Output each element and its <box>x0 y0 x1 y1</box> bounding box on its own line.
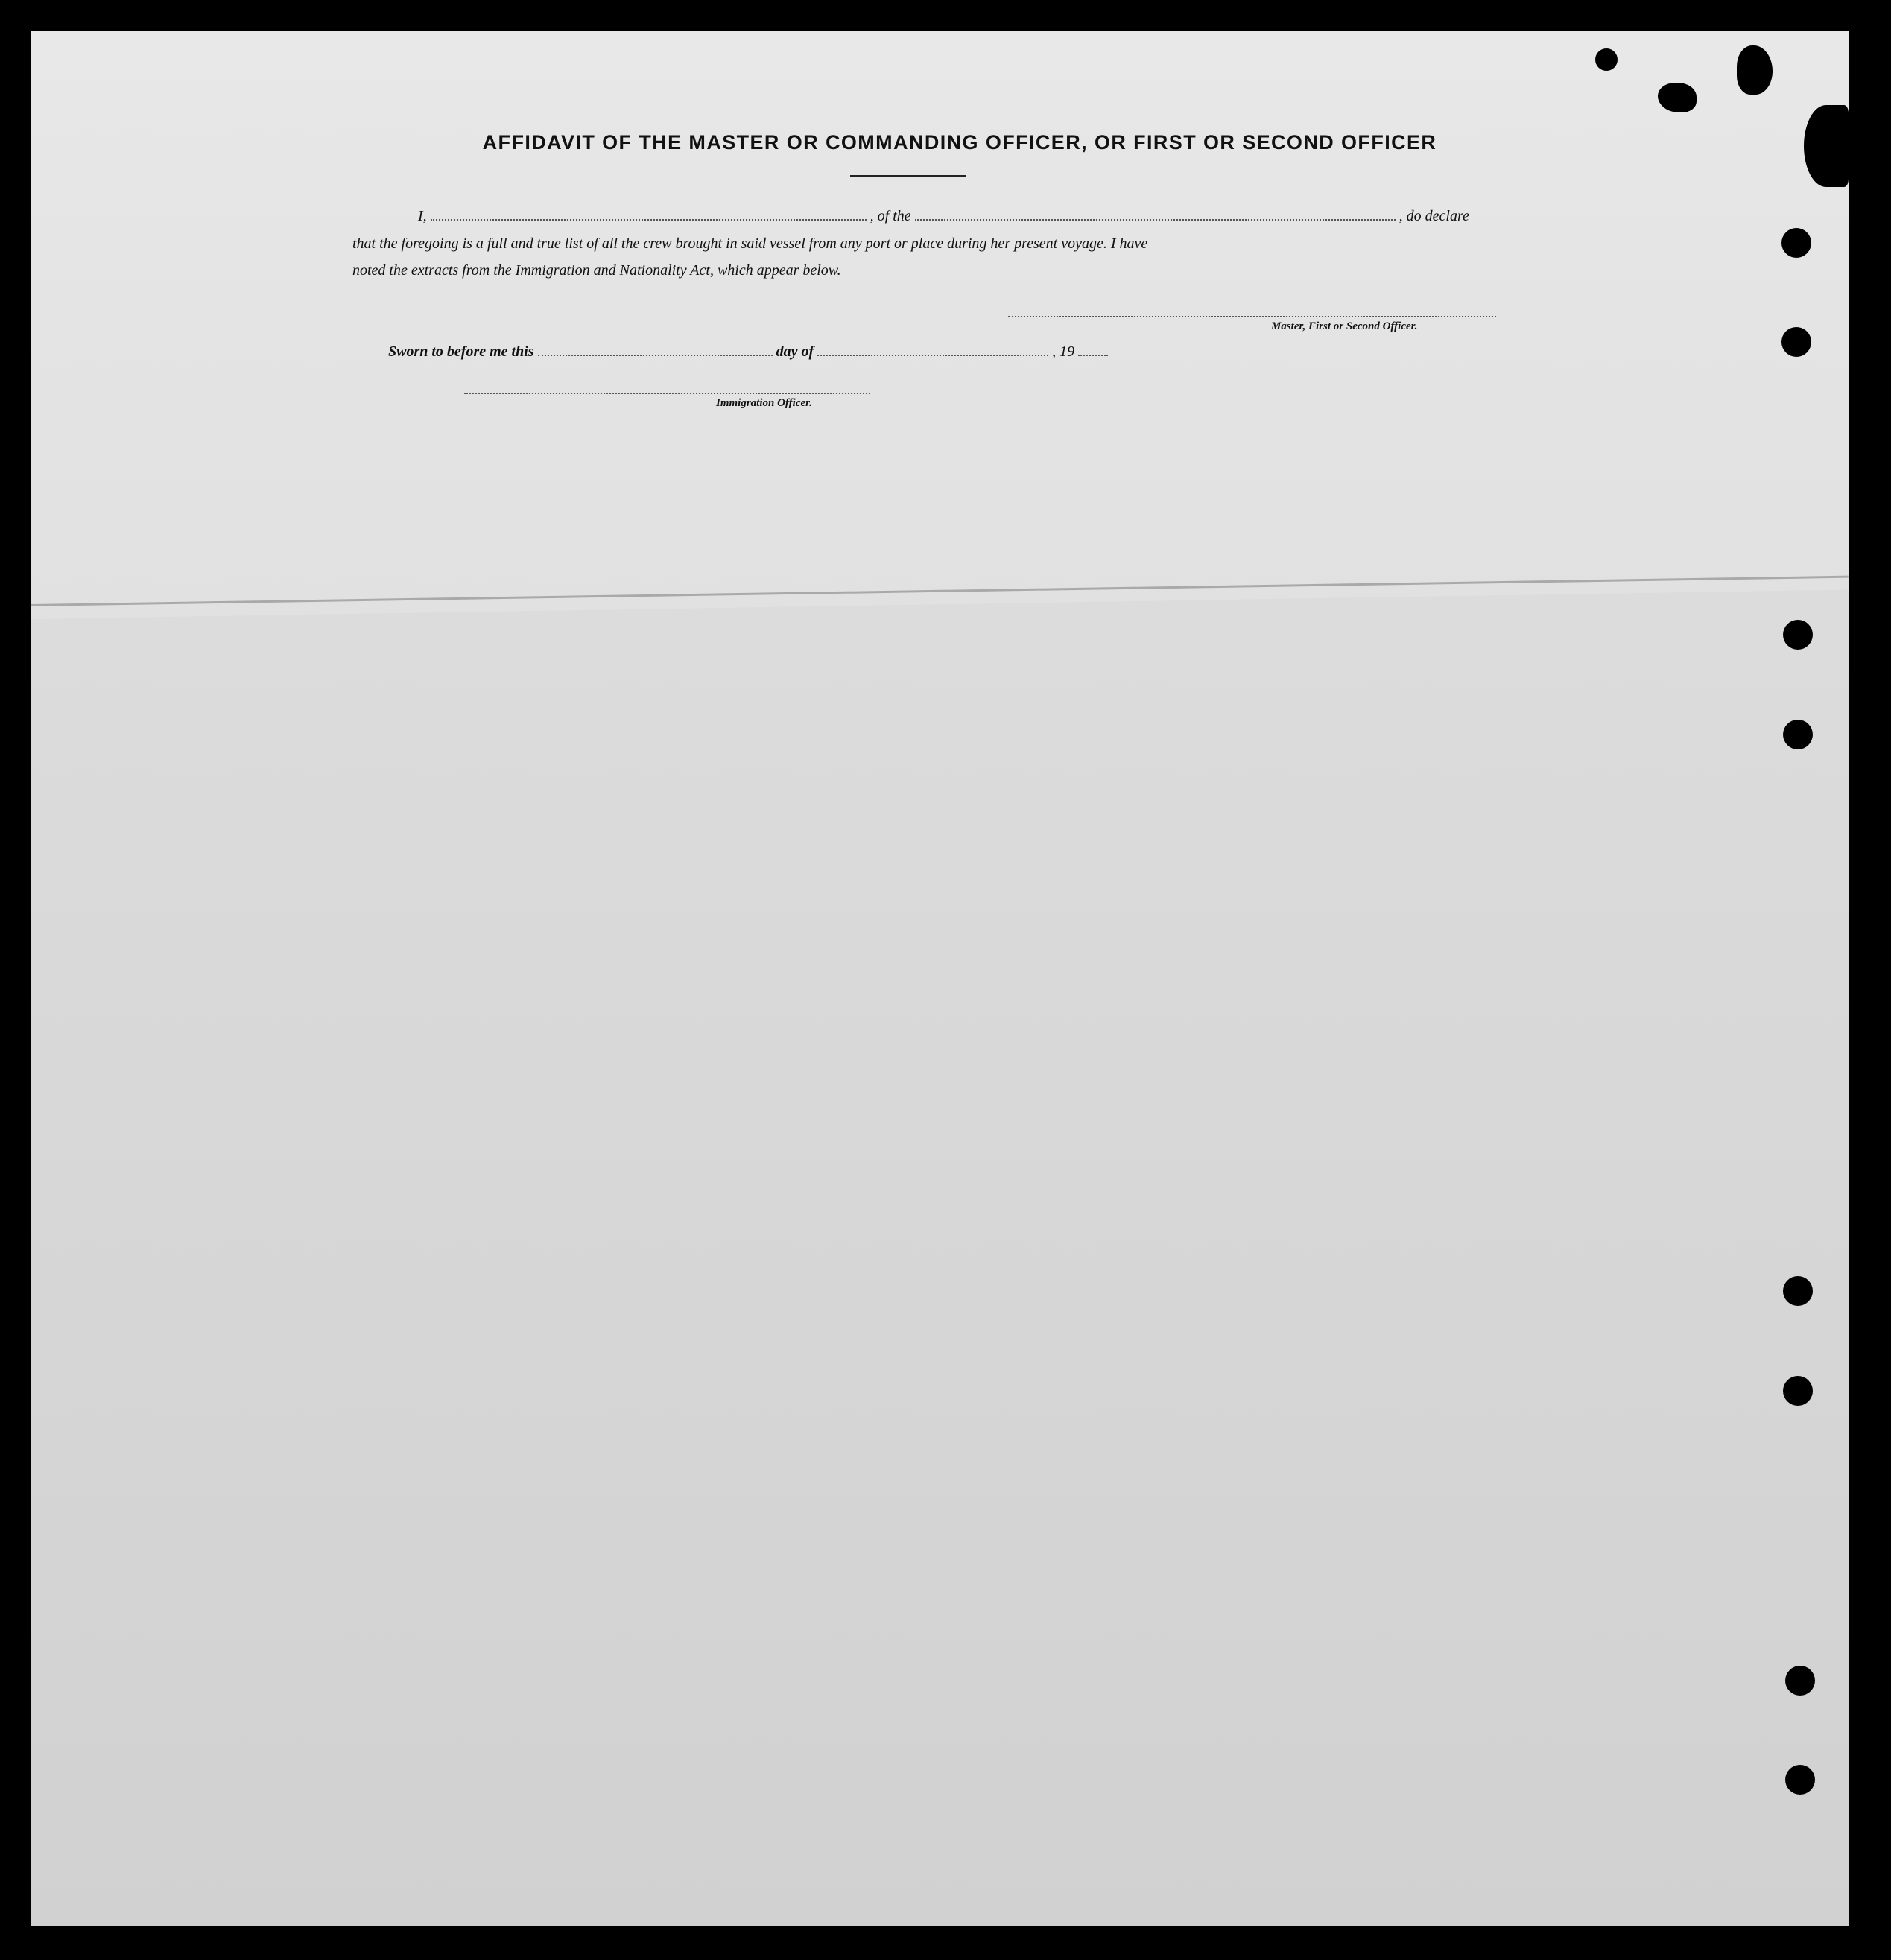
officer-signature-line[interactable] <box>464 393 870 394</box>
declare-of-the-text: , of the <box>870 208 911 224</box>
master-signature-line[interactable] <box>1008 316 1496 317</box>
punch-hole <box>1783 620 1813 650</box>
para-line-2: noted the extracts from the Immigration and Nationality Act, which appear below. <box>352 262 841 279</box>
master-signature-label: Master, First or Second Officer. <box>1271 320 1418 332</box>
declare-i-text: I, <box>418 208 427 224</box>
sworn-line <box>388 343 1108 361</box>
title-underline <box>850 175 966 177</box>
declare-do-declare-text: , do declare <box>1399 208 1469 224</box>
punch-hole <box>1781 228 1811 258</box>
ink-blot <box>1804 105 1849 187</box>
punch-hole <box>1783 1276 1813 1306</box>
sworn-year-text: , 19 <box>1052 343 1075 360</box>
affidavit-title: AFFIDAVIT OF THE MASTER OR COMMANDING OFFICER, OR FIRST OR SECOND OFFICER <box>482 131 1437 153</box>
punch-hole <box>1781 327 1811 357</box>
punch-hole <box>1783 1376 1813 1406</box>
punch-hole <box>1785 1666 1815 1696</box>
sworn-month-blank[interactable] <box>817 346 1048 356</box>
punch-hole <box>1783 720 1813 749</box>
declaration-paragraph <box>352 230 1496 284</box>
fold-shade <box>31 31 1849 619</box>
punch-hole <box>1595 48 1618 71</box>
name-blank[interactable] <box>431 210 867 221</box>
sworn-day-blank[interactable] <box>538 346 773 356</box>
ink-blot <box>1737 45 1773 95</box>
officer-signature-label: Immigration Officer. <box>716 397 812 409</box>
sworn-year-blank[interactable] <box>1078 346 1108 356</box>
declaration-line <box>418 208 1469 225</box>
sworn-day-of-text: day of <box>776 343 814 360</box>
punch-hole <box>1785 1765 1815 1795</box>
para-line-1: that the foregoing is a full and true list of all the crew brought in said vessel from any port or place during her present voyage. I have <box>352 235 1148 252</box>
vessel-blank[interactable] <box>915 210 1396 221</box>
document-page <box>31 31 1849 1926</box>
sworn-prefix-text: Sworn to before me this <box>388 343 534 360</box>
